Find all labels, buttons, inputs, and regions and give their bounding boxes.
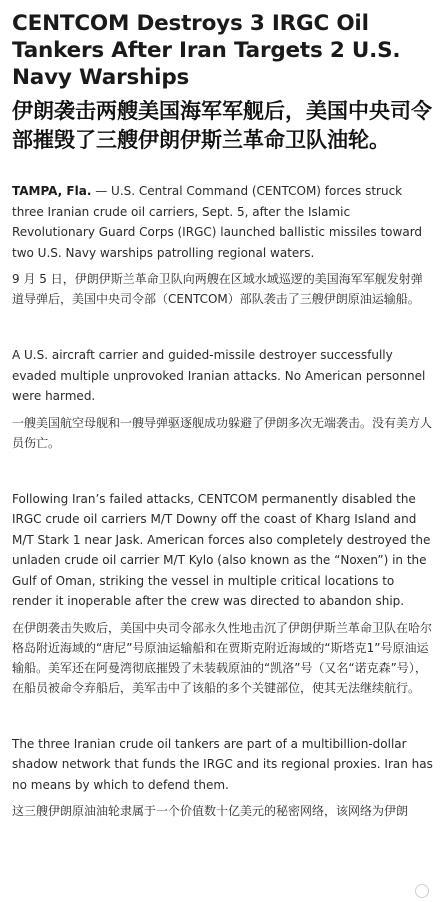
headline-chinese: 伊朗袭击两艘美国海军军舰后，美国中央司令部摧毁了三艘伊朗伊斯兰革命卫队油轮。 (12, 99, 432, 152)
paragraph-1-chinese: 9 月 5 日，伊朗伊斯兰革命卫队向两艘在区域水域巡逻的美国海军军舰发射弹道导弹后，美国中央司令部（CENTCOM）部队袭击了三艘伊朗原油运输船。 (12, 272, 423, 306)
watermark-logo-icon (415, 884, 429, 898)
headline-english: CENTCOM Destroys 3 IRGC Oil Tankers After Iran Targets 2 U.S. Navy Warships (12, 11, 401, 90)
paragraph-1-english-text: U.S. Central Command (CENTCOM) forces struck three Iranian crude oil carriers, Sept. 5, after the Islamic Revolutionary Guard Corps (IRGC) launched ballistic missiles toward two U.S. Navy warships patrolling regional waters. (12, 184, 423, 260)
watermark (415, 884, 429, 898)
dateline-separator: — (91, 184, 112, 198)
paragraph-2-english: A U.S. aircraft carrier and guided-missile destroyer successfully evaded multiple unprovoked Iranian attacks. No American personnel were harmed. (12, 348, 426, 403)
paragraph-3-english: Following Iran’s failed attacks, CENTCOM permanently disabled the IRGC crude oil carriers M/T Downy off the coast of Kharg Island and M/T Stark 1 near Jask. American forces also completely destroyed the unladen crude oil carrier M/T Kylo (also known as the “Noxen”) in the Gulf of Oman, striking the vessel in multiple critical locations to render it inoperable after the crew was directed to abandon ship. (12, 491, 431, 608)
paragraph-1-english (12, 181, 433, 263)
paragraph-2-chinese: 一艘美国航空母舰和一艘导弹驱逐舰成功躲避了伊朗多次无端袭击。没有美方人员伤亡。 (12, 415, 433, 450)
dateline: TAMPA, Fla. (12, 184, 92, 198)
paragraph-3-chinese: 在伊朗袭击失败后，美国中央司令部永久性地击沉了伊朗伊斯兰革命卫队在哈尔格岛附近海域的“唐尼”号原油运输船和在贾斯克附近海域的“斯塔克1”号原油运输船。美军还在阿曼湾彻底摧毁了未装载原油的“凯洛”号（又名“诺克森”号），在船员被命令弃船后，美军击中了该船的多个关键部位，使其无法继续航行。 (12, 620, 433, 695)
paragraph-4-english: The three Iranian crude oil tankers are part of a multibillion-dollar shadow network that funds the IRGC and its regional proxies. Iran has no means by which to defend them. (12, 736, 433, 792)
paragraph-4-chinese: 这三艘伊朗原油油轮隶属于一个价值数十亿美元的秘密网络，该网络为伊朗 (12, 804, 409, 818)
